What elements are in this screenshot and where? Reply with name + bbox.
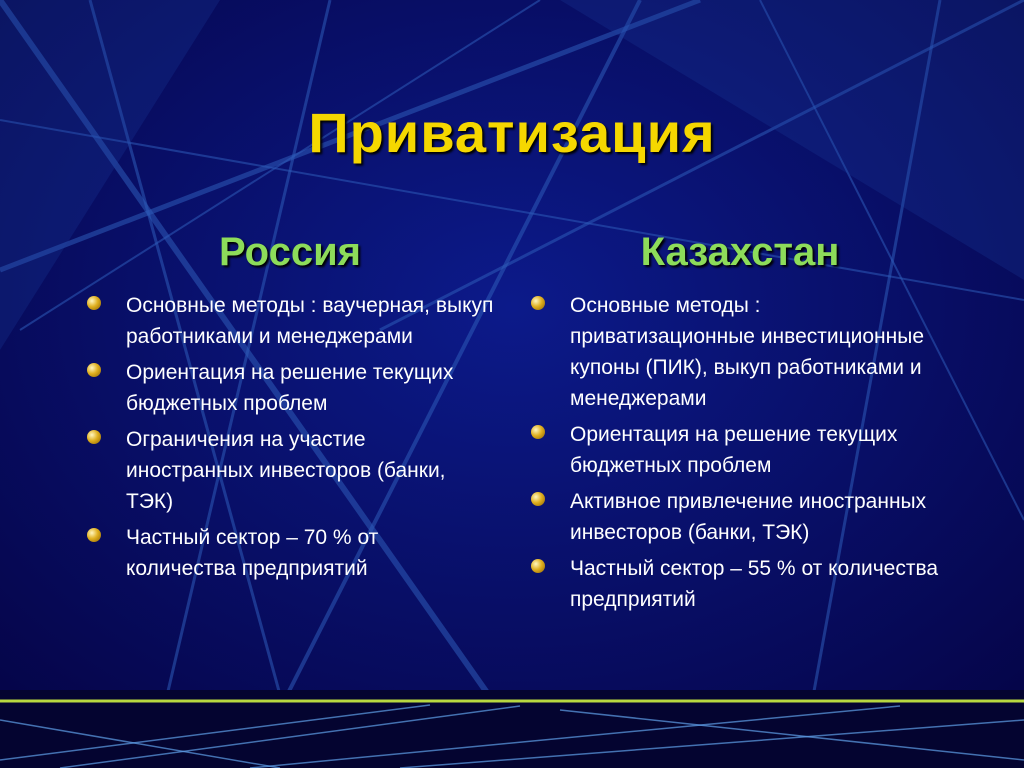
- gold-bullet-icon: [531, 559, 545, 573]
- gold-bullet-icon: [531, 492, 545, 506]
- list-item-text: Ориентация на решение текущих бюджетных проблем: [126, 361, 454, 415]
- list-item: [528, 419, 948, 481]
- list-item-text: Частный сектор – 55 % от количества предприятий: [570, 557, 939, 611]
- list-item-text: Ограничения на участие иностранных инвесторов (банки, ТЭК): [126, 428, 446, 513]
- list-item: [84, 357, 494, 419]
- list-item: [528, 553, 948, 615]
- slide-title: Приватизация: [308, 101, 716, 164]
- gold-bullet-icon: [87, 296, 101, 310]
- russia-heading: Россия: [218, 230, 361, 274]
- kazakhstan-bullet-list: [528, 290, 948, 620]
- gold-bullet-icon: [87, 363, 101, 377]
- list-item-text: Основные методы : ваучерная, выкуп работниками и менеджерами: [126, 294, 494, 348]
- gold-bullet-icon: [531, 296, 545, 310]
- russia-bullet-list: [84, 290, 494, 589]
- list-item-text: Основные методы : приватизационные инвестиционные купоны (ПИК), выкуп работниками и менеджерами: [570, 294, 924, 410]
- list-item: [528, 486, 948, 548]
- gold-bullet-icon: [87, 528, 101, 542]
- list-item: [84, 522, 494, 584]
- gold-bullet-icon: [531, 425, 545, 439]
- gold-bullet-icon: [87, 430, 101, 444]
- list-item-text: Ориентация на решение текущих бюджетных проблем: [570, 423, 898, 477]
- list-item: [528, 290, 948, 414]
- list-item: [84, 290, 494, 352]
- list-item-text: Активное привлечение иностранных инвесторов (банки, ТЭК): [570, 490, 927, 544]
- list-item-text: Частный сектор – 70 % от количества предприятий: [126, 526, 379, 580]
- kazakhstan-heading: Казахстан: [640, 230, 840, 274]
- list-item: [84, 424, 494, 517]
